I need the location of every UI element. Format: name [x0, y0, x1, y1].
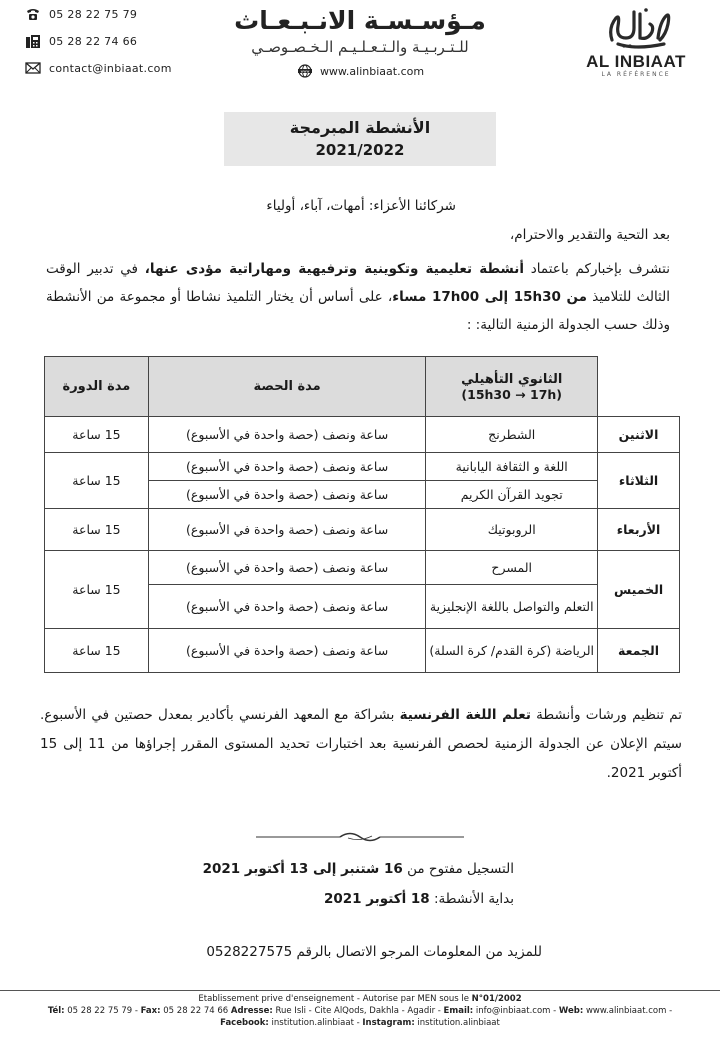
footer-web[interactable]: www.alinbiaat.com -: [583, 1006, 673, 1016]
french-highlight: تعلم اللغة الفرنسية: [399, 707, 531, 723]
logo-brand-name: AL INBIAAT: [586, 52, 686, 71]
table-row: [45, 417, 680, 453]
table-header-row: [45, 357, 680, 417]
footer-line-3: [0, 1017, 720, 1029]
activity-theatre: المسرح: [426, 551, 598, 585]
intro-text-3: ، على أساس أن يختار التلميذ نشاطا أو مجموعة من الأنشطة وذلك حسب الجدولة الزمنية التالية: :: [46, 289, 670, 333]
registration-label: التسجيل مفتوح من: [402, 861, 514, 877]
intro-paragraph: [46, 255, 670, 339]
footer-email[interactable]: info@inbiaat.com -: [473, 1006, 559, 1016]
regards-line: بعد التحية والتقدير والاحترام،: [509, 227, 670, 243]
header-cycle-duration: مدة الدورة: [45, 357, 149, 417]
intro-highlight-activities: أنشطة تعليمية وتكوينية وترفيهية ومهاراتية مؤدى عنها،: [144, 261, 524, 277]
session-cell: ساعة ونصف (حصة واحدة في الأسبوع): [148, 481, 425, 509]
calligraphy-logo-icon: [574, 4, 698, 52]
session-cell: ساعة ونصف (حصة واحدة في الأسبوع): [148, 551, 425, 585]
logo-tagline: LA RÉFÉRENCE: [601, 71, 671, 78]
day-wednesday: الأربعاء: [598, 509, 680, 551]
globe-www-icon: [296, 64, 314, 78]
start-date: 18 أكتوبر 2021: [324, 891, 430, 907]
french-text-2: بشراكة مع المعهد الفرنسي بأكادير بمعدل حصتين في الأسبوع. سيتم الإعلان عن الجدولة الزمنية لحصص الفرنسية بعد اختبارات تحديد المستوى المقرر إجراؤها من 11 إلى 15 أكتوبر 2021.: [40, 707, 682, 781]
school-year: 2021/2022: [315, 141, 405, 159]
footer-fax: 05 28 22 74 66: [160, 1006, 231, 1016]
schedule-table: [44, 356, 680, 673]
footer-web-label: Web:: [558, 1006, 584, 1016]
footer-line-1: [0, 993, 720, 1005]
fax-number[interactable]: 05 28 22 74 66: [49, 34, 138, 48]
table-row: [45, 629, 680, 673]
cycle-cell: 15 ساعة: [45, 453, 149, 509]
start-label: بداية الأنشطة:: [429, 891, 514, 907]
footer: [0, 993, 720, 1029]
footer-instagram[interactable]: institution.alinbiaat: [414, 1018, 500, 1028]
ornament-divider-icon: [256, 828, 464, 846]
french-paragraph: [40, 701, 682, 788]
footer-email-label: Email:: [443, 1006, 474, 1016]
telephone-icon: [25, 7, 41, 21]
day-friday: الجمعة: [598, 629, 680, 673]
cycle-cell: 15 ساعة: [45, 417, 149, 453]
footer-authorization: Etablissement prive d'enseignement - Autorise par MEN sous le: [198, 994, 472, 1004]
header-level: [426, 357, 598, 417]
footer-authorization-number: N°01/2002: [471, 994, 522, 1004]
organization-subtitle: للـتـربـيـة والـتـعـلـيـم الـخـصـوصـي: [251, 38, 469, 56]
table-row: [45, 509, 680, 551]
website-link[interactable]: www.alinbiaat.com: [319, 64, 425, 78]
more-info-line: للمزيد من المعلومات المرجو الاتصال بالرقم 0528227575: [206, 944, 542, 960]
footer-tel[interactable]: 05 28 22 75 79 -: [64, 1006, 141, 1016]
french-text-1: تم تنظيم ورشات وأنشطة: [530, 707, 683, 723]
table-row: [45, 551, 680, 585]
footer-tel-label: Tél:: [47, 1006, 65, 1016]
activity-robotics: الروبوتيك: [426, 509, 598, 551]
cycle-cell: 15 ساعة: [45, 629, 149, 673]
footer-divider: [0, 990, 720, 991]
header-session-duration: مدة الحصة: [148, 357, 425, 417]
start-line: [160, 891, 514, 907]
footer-facebook-label: Facebook:: [220, 1018, 269, 1028]
intro-text-1: نتشرف بإخباركم باعتماد: [524, 261, 670, 277]
intro-text-2: في تدبير الوقت الثالث للتلاميذ: [46, 261, 670, 305]
header-blank-cell: [598, 357, 680, 417]
al-inbiaat-logo: [574, 4, 698, 86]
phone-number-1[interactable]: 05 28 22 75 79: [49, 7, 138, 21]
table-row: [45, 453, 680, 481]
intro-highlight-time: من 15h30 إلى 17h00 مساء: [392, 289, 588, 305]
cycle-cell: 15 ساعة: [45, 551, 149, 629]
activity-quran: تجويد القرآن الكريم: [426, 481, 598, 509]
organization-name: مـؤسـسـة الانـبـعـاث: [234, 6, 486, 35]
email-row: [25, 60, 172, 76]
session-cell: ساعة ونصف (حصة واحدة في الأسبوع): [148, 629, 425, 673]
activity-japanese: اللغة و الثقافة اليابانية: [426, 453, 598, 481]
day-tuesday: الثلاثاء: [598, 453, 680, 509]
activity-english: التعلم والتواصل باللغة الإنجليزية: [426, 585, 598, 629]
website-row: [210, 64, 510, 78]
cycle-cell: 15 ساعة: [45, 509, 149, 551]
day-monday: الاثنين: [598, 417, 680, 453]
contact-block: [25, 6, 172, 87]
envelope-icon: [25, 61, 41, 75]
phone-row: [25, 6, 172, 22]
footer-line-2: [0, 1005, 720, 1017]
header-level-time: (15h30 → 17h): [461, 386, 563, 402]
email-address[interactable]: contact@inbiaat.com: [49, 61, 172, 75]
session-cell: ساعة ونصف (حصة واحدة في الأسبوع): [148, 585, 425, 629]
title-box: [224, 112, 496, 166]
page-title: الأنشطة المبرمجة: [289, 118, 431, 137]
svg-text:www: www: [300, 69, 310, 74]
session-cell: ساعة ونصف (حصة واحدة في الأسبوع): [148, 453, 425, 481]
footer-facebook[interactable]: institution.alinbiaat -: [268, 1018, 363, 1028]
footer-instagram-label: Instagram:: [362, 1018, 415, 1028]
greeting-line: شركائنا الأعزاء: أمهات، آباء، أولياء: [266, 198, 456, 214]
registration-line: [160, 861, 514, 877]
organization-header: [210, 6, 510, 78]
footer-address: Rue Isli - Cite AlQods, Dakhla - Agadir -: [272, 1006, 444, 1016]
day-thursday: الخميس: [598, 551, 680, 629]
activity-sports: الرياضة (كرة القدم/ كرة السلة): [426, 629, 598, 673]
activity-chess: الشطرنج: [426, 417, 598, 453]
header-level-label: الثانوي التأهيلي: [461, 371, 563, 387]
session-cell: ساعة ونصف (حصة واحدة في الأسبوع): [148, 509, 425, 551]
footer-address-label: Adresse:: [230, 1006, 273, 1016]
fax-icon: [25, 34, 41, 48]
registration-dates: 16 شتنبر إلى 13 أكتوبر 2021: [202, 861, 403, 877]
footer-fax-label: Fax:: [140, 1006, 161, 1016]
session-cell: ساعة ونصف (حصة واحدة في الأسبوع): [148, 417, 425, 453]
fax-row: [25, 33, 172, 49]
